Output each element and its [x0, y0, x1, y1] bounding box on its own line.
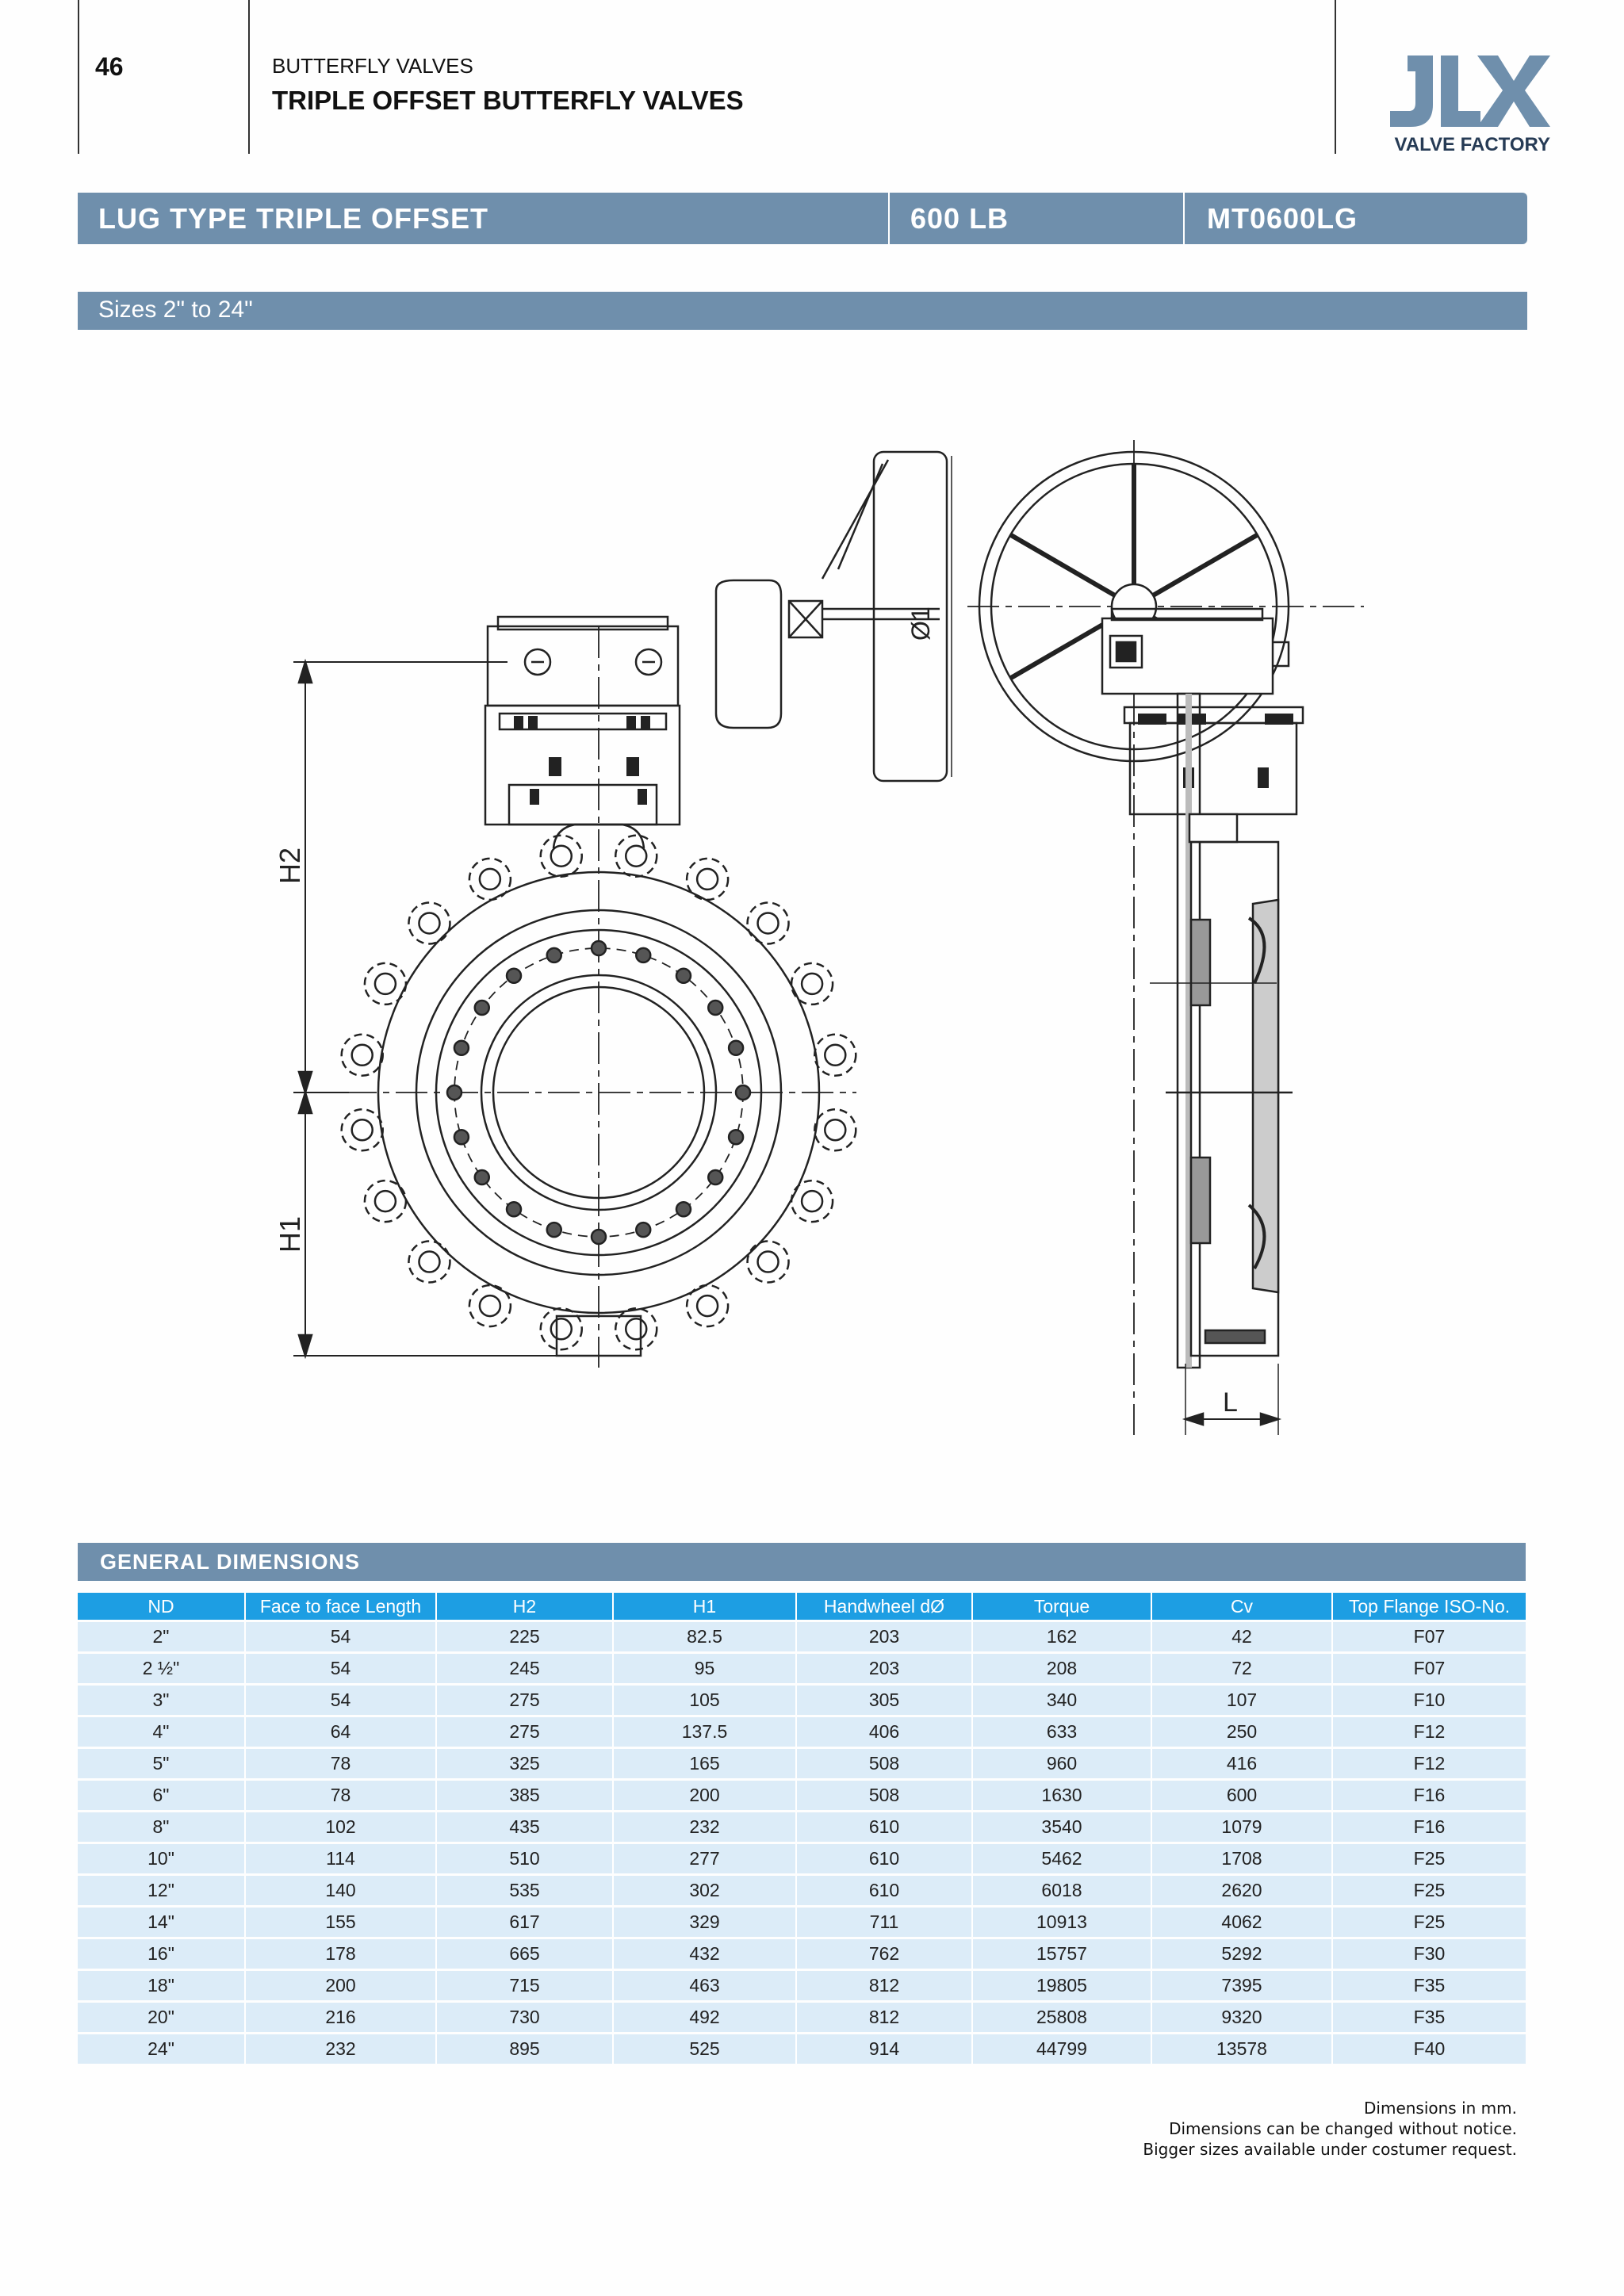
- lug-hole: [697, 869, 718, 890]
- lug-hole: [802, 1191, 822, 1211]
- table-cell: 232: [614, 1812, 797, 1842]
- table-cell: 107: [1152, 1686, 1333, 1715]
- flange-bolt: [454, 1041, 469, 1055]
- lug-hole: [480, 869, 500, 890]
- lug-outline: [615, 836, 657, 877]
- table-cell: 216: [246, 2003, 437, 2032]
- table-cell: 203: [797, 1654, 973, 1683]
- flange-bolt: [507, 1202, 521, 1216]
- table-cell: F12: [1333, 1717, 1526, 1747]
- table-cell: 535: [437, 1876, 614, 1905]
- table-header-row: [78, 1593, 1526, 1620]
- table-cell: 325: [437, 1749, 614, 1778]
- table-cell: 1708: [1152, 1844, 1333, 1873]
- lug-outline: [408, 902, 450, 943]
- table-cell: 72: [1152, 1654, 1333, 1683]
- table-cell: 10913: [973, 1908, 1152, 1937]
- lug-outline: [541, 836, 582, 877]
- table-row: [78, 1749, 1526, 1778]
- table-cell: 42: [1152, 1622, 1333, 1651]
- sizes-bar: [78, 292, 1527, 330]
- logo-subtitle: VALVE FACTORY: [1394, 134, 1550, 155]
- table-cell: 715: [437, 1971, 614, 2000]
- flange-bolt: [676, 1202, 691, 1216]
- table-cell: 200: [246, 1971, 437, 2000]
- lug-outline: [748, 902, 789, 943]
- table-cell: 435: [437, 1812, 614, 1842]
- table-cell: 525: [614, 2034, 797, 2064]
- table-cell: 3540: [973, 1812, 1152, 1842]
- table-cell: 18": [78, 1971, 246, 2000]
- table-row: [78, 1654, 1526, 1683]
- flange-bolt: [592, 941, 606, 955]
- table-cell: F07: [1333, 1622, 1526, 1651]
- table-cell: 508: [797, 1749, 973, 1778]
- table-row: [78, 1622, 1526, 1651]
- column-header: H1: [614, 1593, 797, 1620]
- lug-hole: [375, 1191, 396, 1211]
- table-cell: 225: [437, 1622, 614, 1651]
- table-cell: 610: [797, 1844, 973, 1873]
- table-cell: F40: [1333, 2034, 1526, 2064]
- lug-hole: [626, 846, 646, 867]
- table-cell: 492: [614, 2003, 797, 2032]
- table-cell: 711: [797, 1908, 973, 1937]
- column-header: ND: [78, 1593, 246, 1620]
- table-cell: 54: [246, 1622, 437, 1651]
- lug-hole: [626, 1318, 646, 1339]
- column-header: Torque: [973, 1593, 1152, 1620]
- header-divider-left: [78, 0, 79, 154]
- lug-hole: [697, 1295, 718, 1316]
- table-cell: 6018: [973, 1876, 1152, 1905]
- table-cell: 208: [973, 1654, 1152, 1683]
- table-cell: 617: [437, 1908, 614, 1937]
- column-header: Top Flange ISO-No.: [1333, 1593, 1526, 1620]
- table-cell: F25: [1333, 1844, 1526, 1873]
- valve-technical-drawing: [254, 428, 1380, 1459]
- table-cell: 200: [614, 1781, 797, 1810]
- table-cell: F30: [1333, 1939, 1526, 1969]
- table-cell: 82.5: [614, 1622, 797, 1651]
- table-cell: 78: [246, 1781, 437, 1810]
- table-cell: 10": [78, 1844, 246, 1873]
- table-cell: 105: [614, 1686, 797, 1715]
- table-cell: 7395: [1152, 1971, 1333, 2000]
- title-bar-divider: [1183, 193, 1185, 244]
- lug-hole: [551, 1318, 572, 1339]
- title-bar-divider: [888, 193, 890, 244]
- general-dimensions-title: GENERAL DIMENSIONS: [100, 1550, 361, 1574]
- table-cell: 6": [78, 1781, 246, 1810]
- table-cell: 165: [614, 1749, 797, 1778]
- table-cell: F12: [1333, 1749, 1526, 1778]
- lug-outline: [748, 1242, 789, 1283]
- table-cell: 762: [797, 1939, 973, 1969]
- table-cell: 812: [797, 1971, 973, 2000]
- table-cell: 2620: [1152, 1876, 1333, 1905]
- table-row: [78, 1971, 1526, 2000]
- table-cell: 463: [614, 1971, 797, 2000]
- lug-hole: [419, 1252, 439, 1272]
- table-cell: 812: [797, 2003, 973, 2032]
- table-row: [78, 1717, 1526, 1747]
- table-cell: 610: [797, 1876, 973, 1905]
- sizes-label: Sizes 2" to 24": [98, 297, 253, 323]
- table-cell: 2 ½": [78, 1654, 246, 1683]
- flange-bolt: [676, 969, 691, 983]
- table-cell: 2": [78, 1622, 246, 1651]
- table-cell: 162: [973, 1622, 1152, 1651]
- lug-outline: [814, 1035, 856, 1076]
- table-cell: 960: [973, 1749, 1152, 1778]
- column-header: Cv: [1152, 1593, 1333, 1620]
- flange-bolt: [708, 1170, 722, 1184]
- flange-bolt: [507, 969, 521, 983]
- flange-bolt: [636, 948, 650, 962]
- table-cell: F16: [1333, 1812, 1526, 1842]
- h1-label: H1: [274, 1215, 306, 1253]
- product-title-bar: [78, 193, 1527, 244]
- lug-outline: [615, 1308, 657, 1349]
- table-cell: F25: [1333, 1908, 1526, 1937]
- model-code: MT0600LG: [1207, 202, 1358, 235]
- table-cell: 15757: [973, 1939, 1152, 1969]
- table-cell: 19805: [973, 1971, 1152, 2000]
- header-divider-right: [1335, 0, 1336, 154]
- table-row: [78, 1876, 1526, 1905]
- table-cell: 4": [78, 1717, 246, 1747]
- table-cell: 20": [78, 2003, 246, 2032]
- table-cell: 600: [1152, 1781, 1333, 1810]
- document-title: TRIPLE OFFSET BUTTERFLY VALVES: [272, 86, 744, 115]
- footnotes: [1143, 2098, 1517, 2160]
- table-row: [78, 1812, 1526, 1842]
- lug-hole: [758, 913, 779, 933]
- flange-bolt: [736, 1085, 750, 1100]
- company-logo: [1384, 49, 1550, 156]
- lug-outline: [408, 1242, 450, 1283]
- flange-bolt: [729, 1130, 743, 1144]
- lug-hole: [802, 974, 822, 994]
- table-cell: 178: [246, 1939, 437, 1969]
- table-cell: 12": [78, 1876, 246, 1905]
- page-number: 46: [95, 52, 124, 81]
- table-cell: 305: [797, 1686, 973, 1715]
- table-cell: 5": [78, 1749, 246, 1778]
- h2-label: H2: [274, 847, 306, 884]
- table-cell: 9320: [1152, 2003, 1333, 2032]
- table-cell: 95: [614, 1654, 797, 1683]
- table-cell: 245: [437, 1654, 614, 1683]
- table-cell: 5462: [973, 1844, 1152, 1873]
- flange-bolt: [729, 1041, 743, 1055]
- table-cell: 54: [246, 1686, 437, 1715]
- table-cell: 8": [78, 1812, 246, 1842]
- table-cell: 730: [437, 2003, 614, 2032]
- table-cell: F35: [1333, 1971, 1526, 2000]
- lug-hole: [419, 913, 439, 933]
- table-row: [78, 1844, 1526, 1873]
- lug-outline: [342, 1109, 383, 1150]
- flange-bolt: [454, 1130, 469, 1144]
- lug-outline: [342, 1035, 383, 1076]
- table-cell: 406: [797, 1717, 973, 1747]
- table-cell: 64: [246, 1717, 437, 1747]
- lug-outline: [541, 1308, 582, 1349]
- flange-bolt: [475, 1170, 489, 1184]
- l-label: L: [1223, 1387, 1238, 1418]
- d1-label: Ø1: [906, 607, 935, 641]
- dimensions-table: [78, 1590, 1526, 2066]
- table-row: [78, 1939, 1526, 1969]
- table-cell: 140: [246, 1876, 437, 1905]
- product-type: LUG TYPE TRIPLE OFFSET: [98, 202, 489, 235]
- table-cell: 155: [246, 1908, 437, 1937]
- table-row: [78, 2003, 1526, 2032]
- table-cell: 340: [973, 1686, 1152, 1715]
- table-cell: 610: [797, 1812, 973, 1842]
- table-cell: 232: [246, 2034, 437, 2064]
- table-cell: F07: [1333, 1654, 1526, 1683]
- side-view: [967, 440, 1364, 1435]
- flange-bolt: [475, 1001, 489, 1015]
- table-cell: 1079: [1152, 1812, 1333, 1842]
- footnote-sizes: Bigger sizes available under costumer request.: [1143, 2140, 1517, 2159]
- table-cell: 16": [78, 1939, 246, 1969]
- flange-bolt: [636, 1223, 650, 1237]
- table-cell: 508: [797, 1781, 973, 1810]
- table-cell: 44799: [973, 2034, 1152, 2064]
- table-cell: F10: [1333, 1686, 1526, 1715]
- table-cell: 102: [246, 1812, 437, 1842]
- jlx-logo-mark: [1384, 49, 1550, 132]
- table-cell: 510: [437, 1844, 614, 1873]
- footnote-changes: Dimensions can be changed without notice.: [1169, 2119, 1517, 2138]
- table-row: [78, 1686, 1526, 1715]
- table-cell: 4062: [1152, 1908, 1333, 1937]
- table-cell: 895: [437, 2034, 614, 2064]
- table-cell: 432: [614, 1939, 797, 1969]
- table-cell: 5292: [1152, 1939, 1333, 1969]
- lug-outline: [814, 1109, 856, 1150]
- footnote-units: Dimensions in mm.: [1364, 2099, 1517, 2118]
- pressure-rating: 600 LB: [910, 202, 1009, 235]
- table-cell: 277: [614, 1844, 797, 1873]
- table-cell: 14": [78, 1908, 246, 1937]
- table-cell: 13578: [1152, 2034, 1333, 2064]
- table-cell: F16: [1333, 1781, 1526, 1810]
- table-cell: 25808: [973, 2003, 1152, 2032]
- table-row: [78, 1781, 1526, 1810]
- header-divider-middle: [248, 0, 250, 154]
- flange-bolt: [708, 1001, 722, 1015]
- lug-hole: [758, 1252, 779, 1272]
- column-header: Face to face Length: [246, 1593, 437, 1620]
- lug-hole: [551, 846, 572, 867]
- flange-bolt: [447, 1085, 462, 1100]
- table-row: [78, 2034, 1526, 2064]
- table-row: [78, 1908, 1526, 1937]
- lug-hole: [480, 1295, 500, 1316]
- general-dimensions-bar: [78, 1543, 1526, 1581]
- table-cell: 24": [78, 2034, 246, 2064]
- table-cell: 137.5: [614, 1717, 797, 1747]
- table-cell: 275: [437, 1717, 614, 1747]
- table-cell: F25: [1333, 1876, 1526, 1905]
- front-view: [274, 452, 952, 1368]
- table-cell: 78: [246, 1749, 437, 1778]
- table-cell: 250: [1152, 1717, 1333, 1747]
- lug-hole: [375, 974, 396, 994]
- table-cell: F35: [1333, 2003, 1526, 2032]
- lug-hole: [352, 1045, 373, 1066]
- table-cell: 329: [614, 1908, 797, 1937]
- table-cell: 302: [614, 1876, 797, 1905]
- series-label: BUTTERFLY VALVES: [272, 54, 473, 78]
- table-cell: 385: [437, 1781, 614, 1810]
- table-cell: 1630: [973, 1781, 1152, 1810]
- lug-hole: [825, 1119, 845, 1140]
- flange-bolt: [547, 948, 561, 962]
- lug-hole: [825, 1045, 845, 1066]
- table-cell: 275: [437, 1686, 614, 1715]
- table-cell: 54: [246, 1654, 437, 1683]
- flange-bolt: [592, 1230, 606, 1244]
- table-cell: 665: [437, 1939, 614, 1969]
- table-cell: 3": [78, 1686, 246, 1715]
- flange-bolt: [547, 1223, 561, 1237]
- table-cell: 114: [246, 1844, 437, 1873]
- table-cell: 633: [973, 1717, 1152, 1747]
- column-header: Handwheel dØ: [797, 1593, 973, 1620]
- column-header: H2: [437, 1593, 614, 1620]
- table-cell: 416: [1152, 1749, 1333, 1778]
- lug-hole: [352, 1119, 373, 1140]
- table-cell: 203: [797, 1622, 973, 1651]
- table-cell: 914: [797, 2034, 973, 2064]
